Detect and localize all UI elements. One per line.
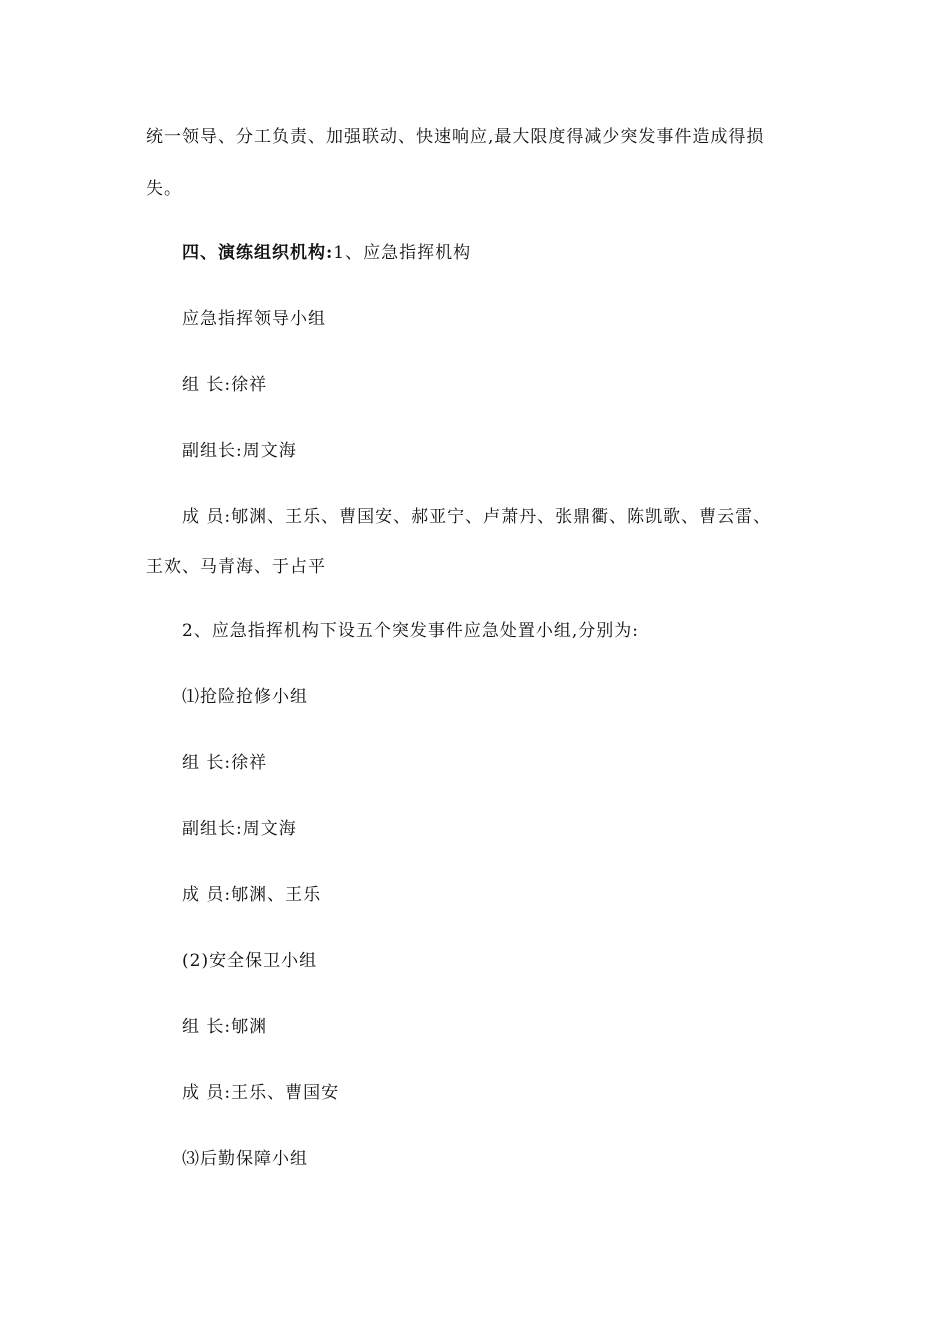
leader-group-members-line-1: 成 员:郇渊、王乐、曹国安、郝亚宁、卢萧丹、张鼎衢、陈凯歌、曹云雷、 xyxy=(182,507,772,527)
leader-group-deputy: 副组长:周文海 xyxy=(182,441,297,461)
group-2-title: (2)安全保卫小组 xyxy=(182,951,318,971)
intro-paragraph-line-1: 统一领导、分工负责、加强联动、快速响应,最大限度得减少突发事件造成得损 xyxy=(146,127,765,147)
group-2-members: 成 员:王乐、曹国安 xyxy=(182,1083,340,1103)
group-1-deputy: 副组长:周文海 xyxy=(182,819,297,839)
leader-group-members-line-2: 王欢、马青海、于占平 xyxy=(146,557,326,577)
section-4-line xyxy=(182,242,471,264)
leader-group-title: 应急指挥领导小组 xyxy=(182,309,326,329)
group-3-title: ⑶后勤保障小组 xyxy=(182,1149,308,1169)
section-4-heading: 四、演练组织机构: xyxy=(182,243,334,263)
group-1-title: ⑴抢险抢修小组 xyxy=(182,687,308,707)
intro-paragraph-line-2: 失。 xyxy=(146,179,182,199)
group-1-leader: 组 长:徐祥 xyxy=(182,753,268,773)
group-1-members: 成 员:郇渊、王乐 xyxy=(182,885,322,905)
group-2-leader: 组 长:郇渊 xyxy=(182,1017,268,1037)
section-4-item-1: 1、应急指挥机构 xyxy=(333,243,472,263)
section-4-item-2: 2、应急指挥机构下设五个突发事件应急处置小组,分别为: xyxy=(182,621,639,641)
leader-group-leader: 组 长:徐祥 xyxy=(182,375,268,395)
